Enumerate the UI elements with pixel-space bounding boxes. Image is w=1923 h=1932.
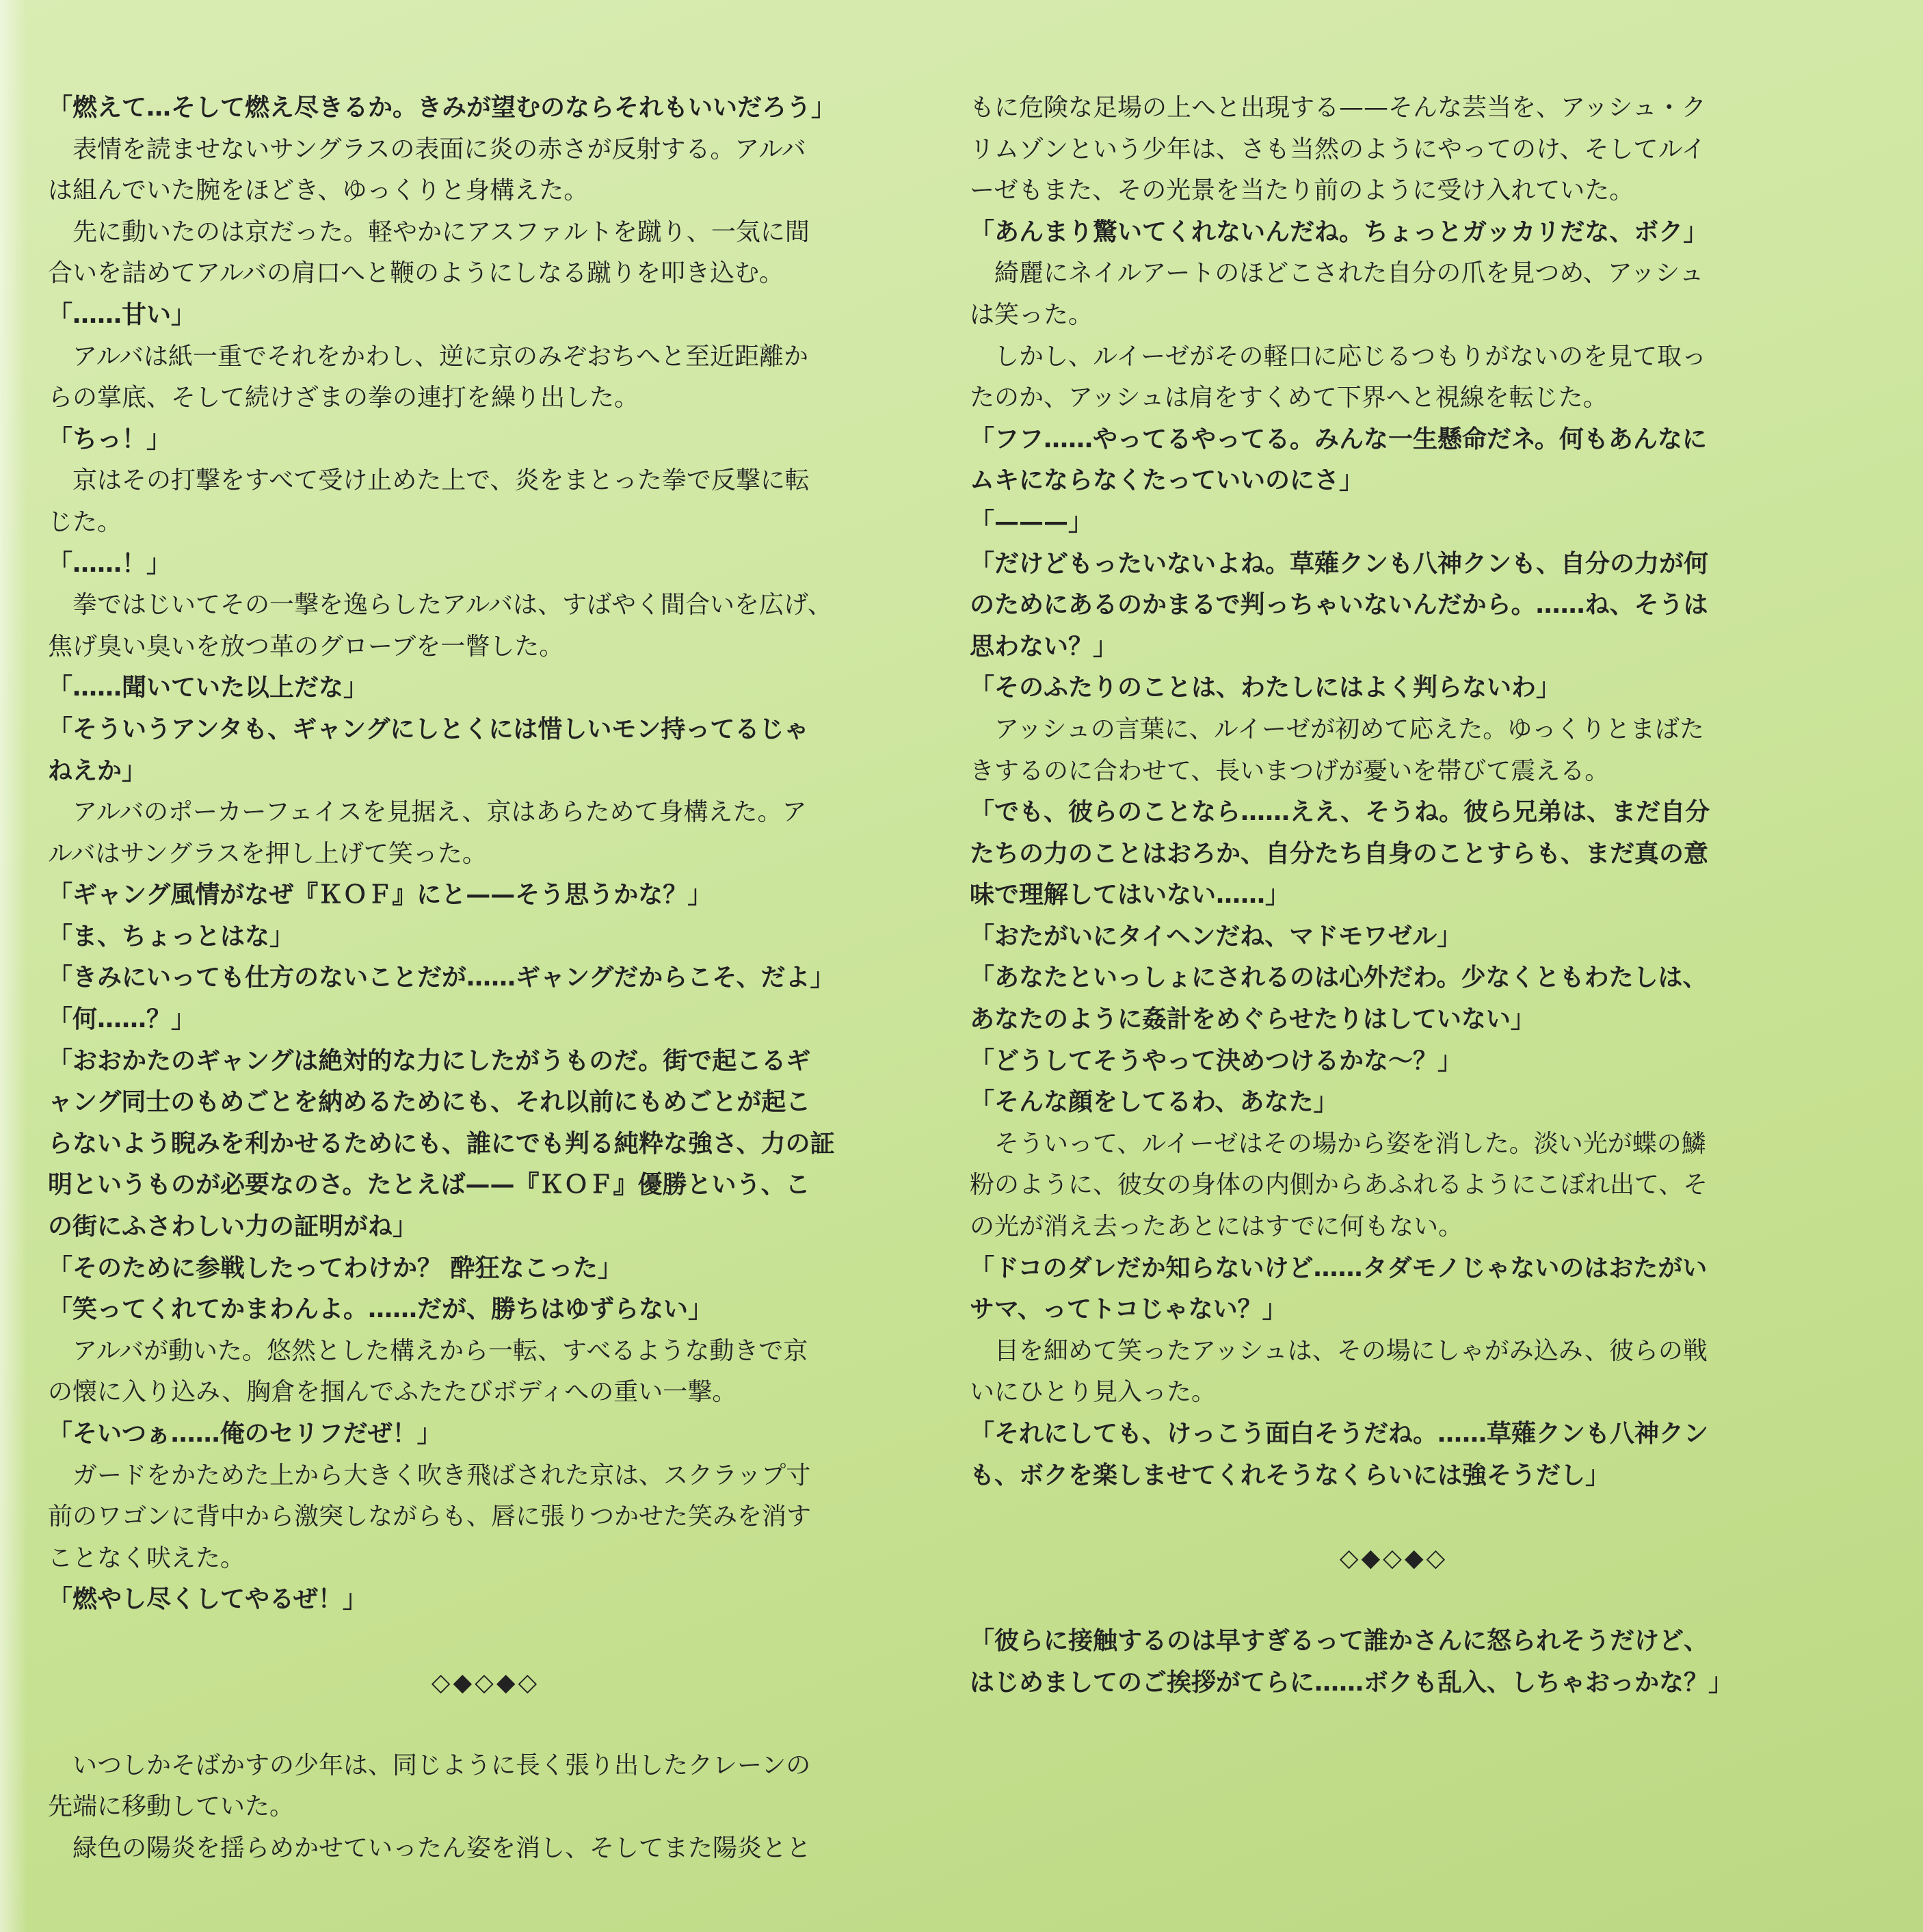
dialogue-line: ねえか」 bbox=[48, 756, 147, 785]
narration-line: じた。 bbox=[48, 507, 122, 536]
blank-line bbox=[970, 1496, 1818, 1538]
narration-line: リムゾンという少年は、さも当然のようにやってのけ、そしてルイ bbox=[970, 135, 1706, 163]
dialogue-line: のためにあるのかまるで判っちゃいないんだから。……ね、そうは bbox=[970, 591, 1708, 620]
narration-line: 京はその打撃をすべて受け止めた上で、炎をまとった拳で反撃に転 bbox=[48, 466, 810, 495]
dialogue-line: 「そのために参戦したってわけか？ 酔狂なこった」 bbox=[48, 1254, 622, 1282]
blank-line bbox=[48, 1704, 923, 1745]
dialogue-line: 「でも、彼らのことなら……ええ、そうね。彼ら兄弟は、まだ自分 bbox=[970, 798, 1710, 827]
dialogue-line: はじめましてのご挨拶がてらに……ボクも乱入、しちゃおっかな？」 bbox=[970, 1668, 1734, 1697]
narration-line: 先端に移動していた。 bbox=[48, 1792, 295, 1821]
dialogue-line: も、ボクを楽しませてくれそうなくらいには強そうだし」 bbox=[970, 1461, 1610, 1490]
narration-line: は組んでいた腕をほどき、ゆっくりと身構えた。 bbox=[48, 176, 589, 205]
narration-line: きするのに合わせて、長いまつげが憂いを帯びて震える。 bbox=[970, 756, 1610, 785]
narration-line: もに危険な足場の上へと出現する——そんな芸当を、アッシュ・ク bbox=[970, 94, 1706, 122]
narration-line: アルバのポーカーフェイスを見据え、京はあらためて身構えた。ア bbox=[48, 798, 807, 827]
narration-line: 緑色の陽炎を揺らめかせていったん姿を消し、そしてまた陽炎とと bbox=[48, 1834, 812, 1862]
narration-line: いにひとり見入った。 bbox=[970, 1378, 1217, 1407]
left-text-column bbox=[48, 88, 923, 1870]
narration-line: 目を細めて笑ったアッシュは、その場にしゃがみ込み、彼らの戦 bbox=[970, 1336, 1708, 1365]
narration-line: アルバが動いた。悠然とした構えから一転、すべるような動きで京 bbox=[48, 1336, 808, 1365]
narration-line: ーゼもまた、その光景を当たり前のように受け入れていた。 bbox=[970, 176, 1634, 205]
narration-line: 綺麗にネイルアートのほどこされた自分の爪を見つめ、アッシュ bbox=[970, 259, 1704, 288]
narration-line: ガードをかためた上から大きく吹き飛ばされた京は、スクラップ寸 bbox=[48, 1461, 811, 1490]
narration-line: しかし、ルイーゼがその軽口に応じるつもりがないのを見て取っ bbox=[970, 342, 1707, 371]
narration-line: の懐に入り込み、胸倉を掴んでふたたびボディへの重い一撃。 bbox=[48, 1378, 737, 1407]
narration-line: 粉のように、彼女の身体の内側からあふれるようにこぼれ出て、そ bbox=[970, 1171, 1708, 1200]
narration-line: たのか、アッシュは肩をすくめて下界へと視線を転じた。 bbox=[970, 384, 1608, 412]
page-gutter-shadow bbox=[0, 0, 27, 1932]
right-text-column bbox=[970, 88, 1818, 1704]
dialogue-line: 明というものが必要なのさ。たとえば——『ＫＯＦ』優勝という、こ bbox=[48, 1171, 810, 1200]
blank-line bbox=[970, 1579, 1818, 1621]
narration-line: らの掌底、そして続けざまの拳の連打を繰り出した。 bbox=[48, 384, 639, 412]
dialogue-line: 味で理解してはいない……」 bbox=[970, 881, 1290, 910]
dialogue-line: 「彼らに接触するのは早すぎるって誰かさんに怒られそうだけど、 bbox=[970, 1626, 1709, 1655]
section-separator: ◇◆◇◆◇ bbox=[431, 1668, 540, 1697]
dialogue-line: たちの力のことはおろか、自分たち自身のことすらも、まだ真の意 bbox=[970, 839, 1709, 868]
dialogue-line: 「……甘い」 bbox=[48, 300, 196, 329]
narration-line: の光が消え去ったあとにはすでに何もない。 bbox=[970, 1213, 1463, 1241]
dialogue-line: 「どうしてそうやって決めつけるかな〜？」 bbox=[970, 1046, 1463, 1075]
narration-line: 合いを詰めてアルバの肩口へと鞭のようにしなる蹴りを叩き込む。 bbox=[48, 259, 784, 288]
dialogue-line: 「ちっ！」 bbox=[48, 425, 172, 453]
dialogue-line: ムキにならなくたっていいのにさ」 bbox=[970, 466, 1364, 495]
dialogue-line: 「あなたといっしょにされるのは心外だわ。少なくともわたしは、 bbox=[970, 964, 1708, 992]
dialogue-line: 「……！」 bbox=[48, 549, 172, 578]
dialogue-line: あなたのように姦計をめぐらせたりはしていない」 bbox=[970, 1005, 1535, 1034]
dialogue-line: 「それにしても、けっこう面白そうだね。……草薙クンも八神クン bbox=[970, 1420, 1709, 1448]
narration-line: いつしかそばかすの少年は、同じように長く張り出したクレーンの bbox=[48, 1751, 811, 1779]
dialogue-line: 「フフ……やってるやってる。みんな一生懸命だネ。何もあんなに bbox=[970, 425, 1707, 453]
dialogue-line: 「そういうアンタも、ギャングにしとくには惜しいモン持ってるじゃ bbox=[48, 715, 809, 743]
narration-line: 拳ではじいてその一撃を逸らしたアルバは、すばやく間合いを広げ、 bbox=[48, 591, 832, 620]
dialogue-line: 思わない？」 bbox=[970, 632, 1118, 661]
dialogue-line: 「あんまり驚いてくれないんだね。ちょっとガッカリだな、ボク」 bbox=[970, 217, 1708, 246]
dialogue-line: 「そのふたりのことは、わたしにはよく判らないわ」 bbox=[970, 674, 1561, 702]
dialogue-line: ャング同士のもめごとを納めるためにも、それ以前にもめごとが起こ bbox=[48, 1088, 811, 1117]
narration-line: 先に動いたのは京だった。軽やかにアスファルトを蹴り、一気に間 bbox=[48, 217, 810, 246]
section-separator: ◇◆◇◆◇ bbox=[1339, 1544, 1448, 1572]
narration-line: 表情を読ませないサングラスの表面に炎の赤さが反射する。アルバ bbox=[48, 135, 806, 163]
dialogue-line: 「ギャング風情がなぜ『ＫＯＦ』にと——そう思うかな？」 bbox=[48, 881, 713, 910]
dialogue-line: 「何……？」 bbox=[48, 1005, 196, 1034]
dialogue-line: 「燃やし尽くしてやるぜ！」 bbox=[48, 1585, 367, 1614]
dialogue-line: 「おたがいにタイヘンだね、マドモワゼル」 bbox=[970, 922, 1462, 951]
dialogue-line: らないよう睨みを利かせるためにも、誰にでも判る純粋な強さ、力の証 bbox=[48, 1129, 835, 1158]
narration-line: そういって、ルイーゼはその場から姿を消した。淡い光が蝶の鱗 bbox=[970, 1129, 1706, 1158]
dialogue-line: の街にふさわしい力の証明がね」 bbox=[48, 1213, 418, 1241]
dialogue-line: 「笑ってくれてかまわんよ。……だが、勝ちはゆずらない」 bbox=[48, 1295, 713, 1324]
narration-line: は笑った。 bbox=[970, 300, 1093, 329]
dialogue-line: 「ま、ちょっとはな」 bbox=[48, 922, 295, 951]
narration-line: 前のワゴンに背中から激突しながらも、唇に張りつかせた笑みを消す bbox=[48, 1503, 812, 1531]
narration-line: ことなく吠えた。 bbox=[48, 1544, 246, 1572]
narration-line: アルバは紙一重でそれをかわし、逆に京のみぞおちへと至近距離か bbox=[48, 342, 809, 371]
blank-line bbox=[48, 1621, 923, 1663]
dialogue-line: 「———」 bbox=[970, 507, 1093, 536]
dialogue-line: 「きみにいっても仕方のないことだが……ギャングだからこそ、だよ」 bbox=[48, 964, 835, 992]
dialogue-line: 「そいつぁ……俺のセリフだぜ！」 bbox=[48, 1420, 442, 1448]
narration-line: アッシュの言葉に、ルイーゼが初めて応えた。ゆっくりとまばた bbox=[970, 715, 1704, 743]
dialogue-line: 「燃えて…そして燃え尽きるか。きみが望むのならそれもいいだろう」 bbox=[48, 94, 836, 122]
narration-line: ルバはサングラスを押し上げて笑った。 bbox=[48, 839, 487, 868]
dialogue-line: 「そんな顔をしてるわ、あなた」 bbox=[970, 1088, 1338, 1117]
dialogue-line: 「だけどもったいないよね。草薙クンも八神クンも、自分の力が何 bbox=[970, 549, 1709, 578]
narration-line: 焦げ臭い臭いを放つ革のグローブを一瞥した。 bbox=[48, 632, 564, 661]
dialogue-line: 「ドコのダレだか知らないけど……タダモノじゃないのはおたがい bbox=[970, 1254, 1708, 1282]
dialogue-line: サマ、ってトコじゃない？」 bbox=[970, 1295, 1287, 1324]
dialogue-line: 「おおかたのギャングは絶対的な力にしたがうものだ。街で起こるギ bbox=[48, 1046, 811, 1075]
dialogue-line: 「……聞いていた以上だな」 bbox=[48, 674, 369, 702]
